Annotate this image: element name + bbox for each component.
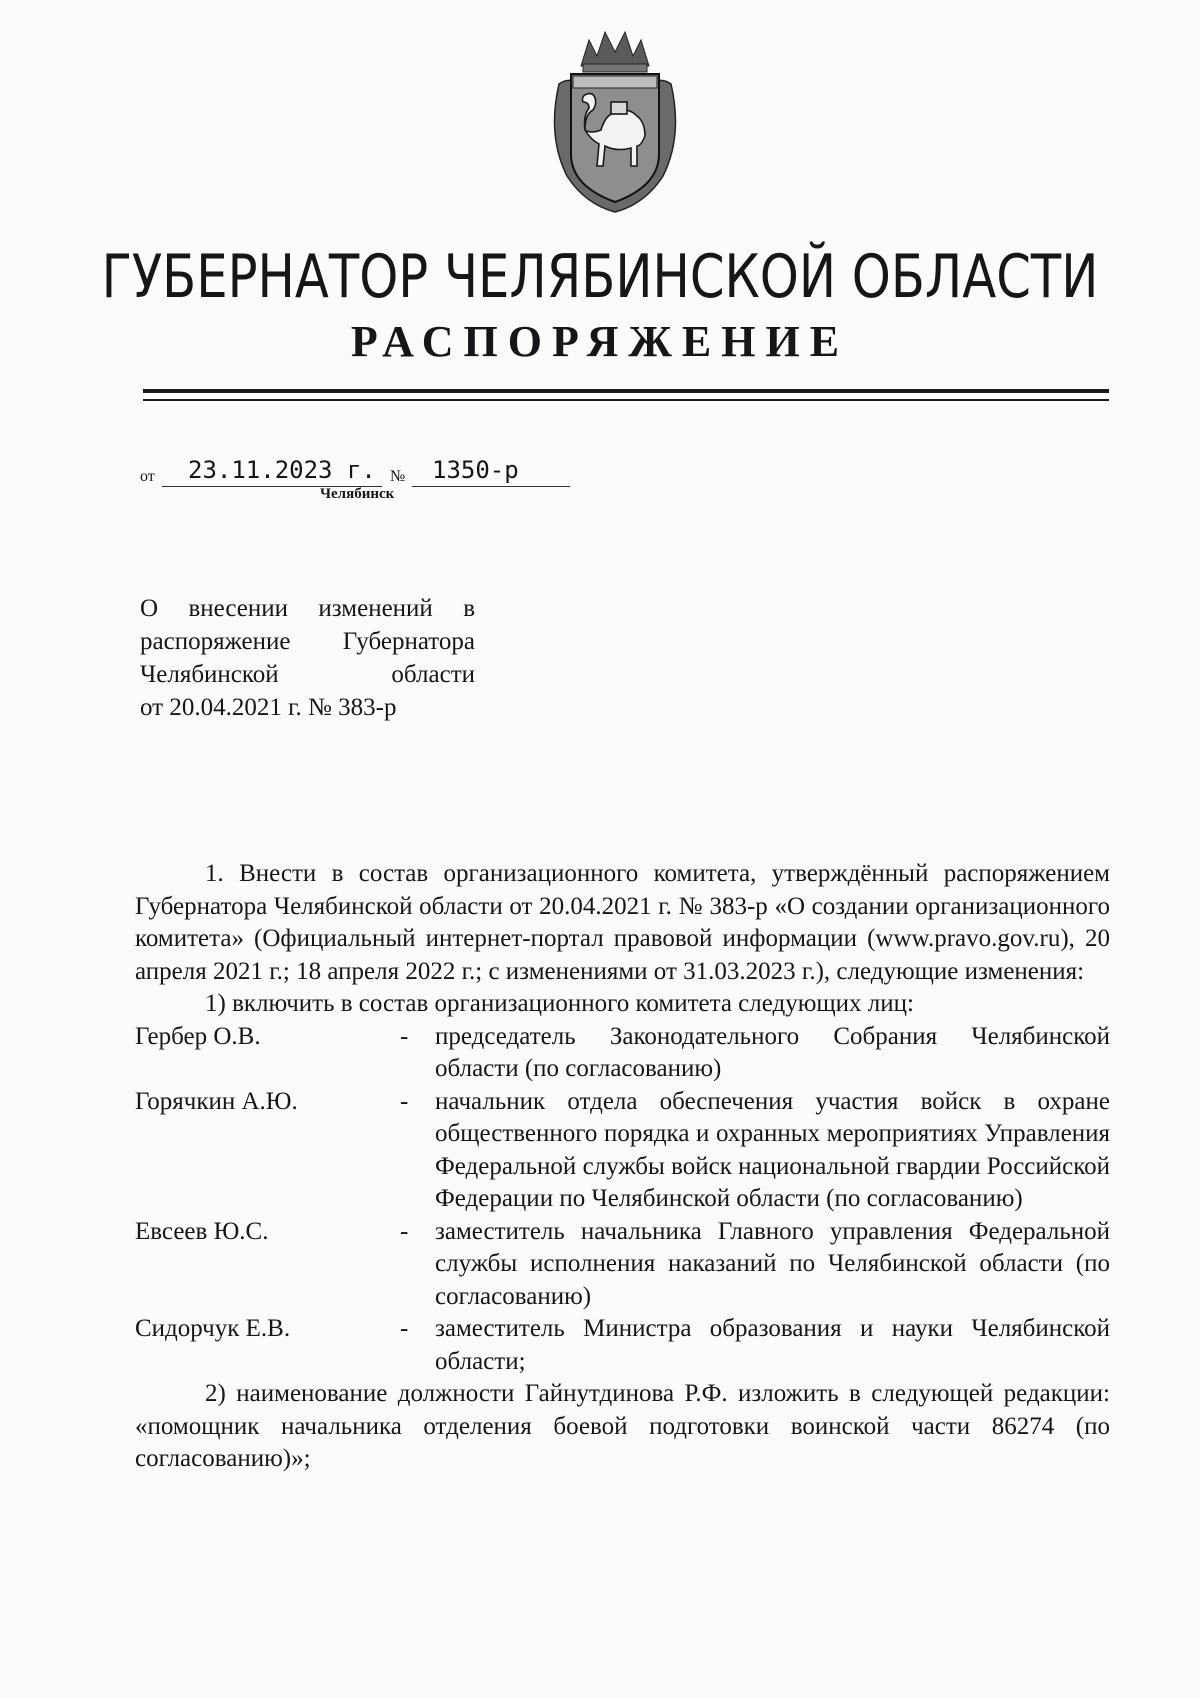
member-role: начальник отдела обеспечения участия войск в охране общественного порядка и охранных мероприятиях Управления Федеральной службы войск национальной гвардии Российской Федерации по Челябинской области (по согласованию)	[435, 1087, 1110, 1212]
document-type-title: РАСПОРЯЖЕНИЕ	[350, 317, 850, 366]
member-name: Гербер О.В.	[135, 1022, 261, 1050]
header-rule-thick	[143, 389, 1109, 393]
member-row	[135, 1021, 1110, 1086]
member-row	[135, 1086, 1110, 1216]
member-name: Горячкин А.Ю.	[135, 1087, 298, 1115]
subject-line: распоряжение Губернатора	[140, 628, 475, 655]
document-subject	[140, 592, 475, 724]
date-number-line	[140, 456, 620, 486]
document-number: 1350-р	[432, 456, 519, 484]
member-role: заместитель начальника Главного управления Федеральной службы исполнения наказаний по Челябинской области (по согласованию)	[435, 1217, 1110, 1310]
member-row	[135, 1313, 1110, 1378]
issuing-authority-title: ГУБЕРНАТОР ЧЕЛЯБИНСКОЙ ОБЛАСТИ	[101, 242, 1099, 312]
paragraph-1: 1. Внести в состав организационного комитета, утверждённый распоряжением Губернатора Челябинской области от 20.04.2021 г. № 383-р «О создании организационного комитета» (Официальный интернет-портал правовой информации (www.pravo.gov.ru), 20 апреля 2021 г.; 18 апреля 2022 г.; с изменениями от 31.03.2023 г.), следующие изменения:	[135, 860, 1110, 985]
document-date: 23.11.2023 г.	[188, 456, 376, 484]
member-role: председатель Законодательного Собрания Челябинской области (по согласованию)	[435, 1022, 1110, 1082]
member-dash: -	[400, 1315, 409, 1342]
member-dash: -	[400, 1022, 409, 1050]
header-rule-thin	[143, 399, 1109, 401]
item-1-intro: 1) включить в состав организационного комитета следующих лиц:	[205, 990, 914, 1017]
document-body	[135, 858, 1110, 1476]
number-prefix: №	[390, 468, 406, 485]
number-underline	[412, 486, 570, 487]
committee-members-list	[135, 1021, 1110, 1379]
subject-line: О внесении изменений в	[140, 595, 475, 622]
coat-of-arms-emblem	[545, 26, 685, 216]
subject-line: от 20.04.2021 г. № 383-р	[140, 694, 397, 721]
member-role: заместитель Министра образования и науки Челябинской области;	[435, 1315, 1110, 1375]
member-row	[135, 1216, 1110, 1314]
issue-city: Челябинск	[320, 486, 395, 502]
member-dash: -	[400, 1217, 409, 1245]
date-prefix: от	[140, 468, 155, 485]
item-2: 2) наименование должности Гайнутдинова Р.Ф. изложить в следующей редакции: «помощник начальника отделения боевой подготовки воинской части 86274 (по согласованию)»;	[135, 1380, 1110, 1472]
member-name: Евсеев Ю.С.	[135, 1217, 269, 1245]
subject-line: Челябинской области	[140, 661, 475, 688]
member-dash: -	[400, 1087, 409, 1115]
member-name: Сидорчук Е.В.	[135, 1315, 291, 1342]
